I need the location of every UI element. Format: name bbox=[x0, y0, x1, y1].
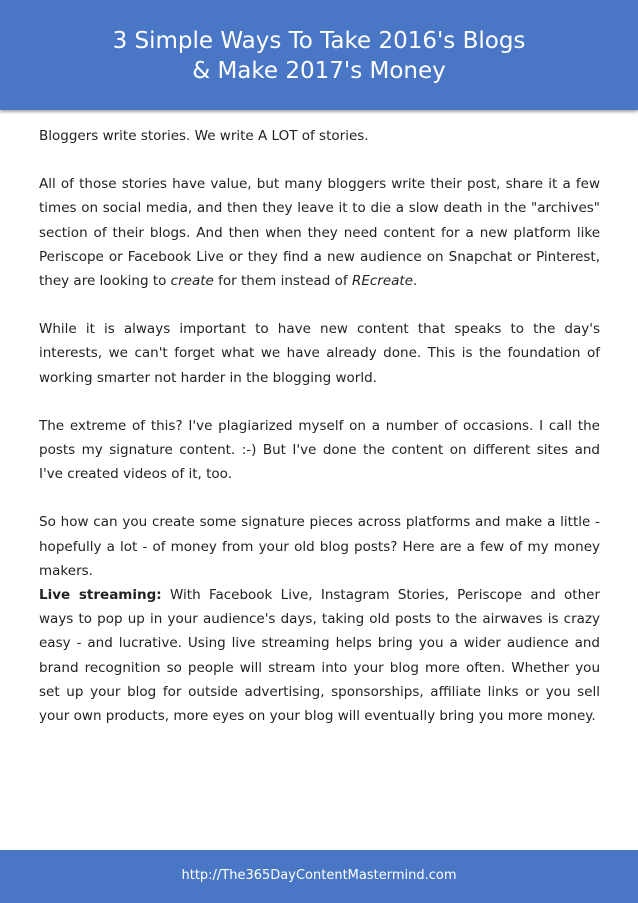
emphasis-recreate: REcreate bbox=[351, 273, 414, 290]
live-streaming-text: With Facebook Live, Instagram Stories, Periscope and other ways to pop up in your audience's days, taking old posts to the airwaves is crazy easy - and lucrative. Using live streaming helps bring you a wider audience and brand recognition so people will stream into your blog more often. Whether you set up your blog for outside advertising, sponsorships, affiliate links or you sell your own products, more eyes on your blog will eventually bring you more money. bbox=[39, 587, 600, 725]
paragraph-archives-text-c: . bbox=[413, 273, 418, 290]
paragraph-live-streaming bbox=[39, 583, 600, 728]
paragraph-intro: Bloggers write stories. We write A LOT of stories. bbox=[39, 128, 369, 144]
paragraph-money-makers: So how can you create some signature pieces across platforms and make a little - hopefully a lot - of money from your old blog posts? Here are a few of my money makers. bbox=[39, 514, 600, 579]
paragraph-foundation: While it is always important to have new content that speaks to the day's interests, we can't forget what we have already done. This is the foundation of working smarter not harder in the blogging world. bbox=[39, 321, 600, 386]
paragraph-archives-text-b: for them instead of bbox=[213, 273, 352, 290]
footer-url-link[interactable]: http://The365DayContentMastermind.com bbox=[181, 868, 457, 883]
emphasis-create: create bbox=[170, 273, 214, 290]
paragraph-archives-text-a: All of those stories have value, but many bloggers write their post, share it a few times on social media, and then they leave it to die a slow death in the "archives" section of their blogs. And then when they need content for a new platform like Periscope or Facebook Live or they find a new audience on Snapchat or Pinterest, they are looking to bbox=[39, 176, 600, 290]
header-banner bbox=[0, 0, 638, 110]
footer-banner bbox=[0, 850, 638, 903]
paragraph-signature-content: The extreme of this? I've plagiarized myself on a number of occasions. I call the posts my signature content. :-) But I've done the content on different sites and I've created videos of it, too. bbox=[39, 417, 600, 483]
page-title bbox=[0, 26, 638, 86]
title-line-2: & Make 2017's Money bbox=[192, 58, 446, 84]
paragraph-archives bbox=[39, 172, 600, 293]
title-line-1: 3 Simple Ways To Take 2016's Blogs bbox=[112, 28, 526, 54]
live-streaming-label: Live streaming: bbox=[39, 587, 162, 604]
article-body bbox=[39, 124, 600, 728]
